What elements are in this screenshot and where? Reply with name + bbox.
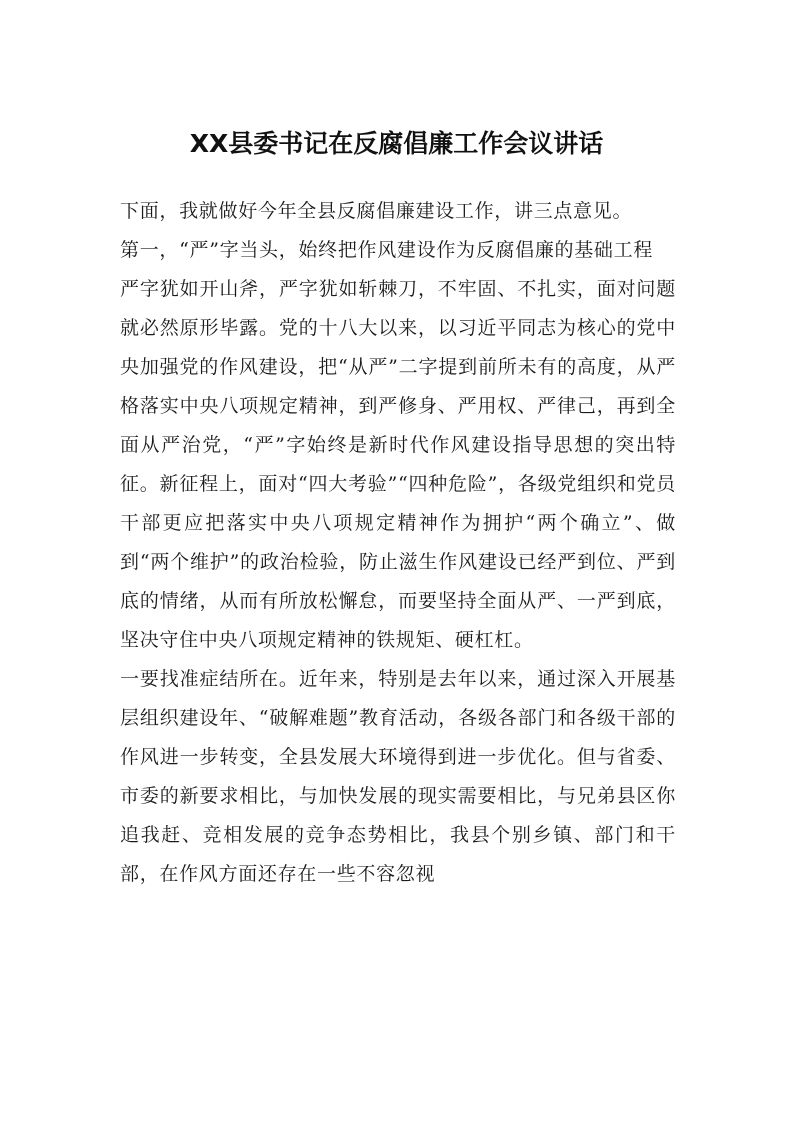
paragraph-intro: 下面，我就做好今年全县反腐倡廉建设工作，讲三点意见。 <box>120 200 633 222</box>
document-body <box>120 192 676 894</box>
paragraph-find-problems: 一要找准症结所在。近年来，特别是去年以来，通过深入开展基层组织建设年、“破解难题”教育活动，各级各部门和各级干部的作风进一步转变，全县发展大环境得到进一步优化。但与省委、市委的新要求相比，与加快发展的现实需要相比，与兄弟县区你追我赶、竞相发展的竞争态势相比，我县个别乡镇、部门和干部，在作风方面还存在一些不容忽视 <box>120 668 676 885</box>
paragraph-strictness: 严字犹如开山斧，严字犹如斩棘刀，不牢固、不扎实，面对问题就必然原形毕露。党的十八大以来，以习近平同志为核心的党中央加强党的作风建设，把“从严”二字提到前所未有的高度，从严格落实中央八项规定精神，到严修身、严用权、严律己，再到全面从严治党，“严”字始终是新时代作风建设指导思想的突出特征。新征程上，面对“四大考验”“四种危险”，各级党组织和党员干部更应把落实中央八项规定精神作为拥护“两个确立”、做到“两个维护”的政治检验，防止滋生作风建设已经严到位、严到底的情绪，从而有所放松懈怠，而要坚持全面从严、一严到底，坚决守住中央八项规定精神的铁规矩、硬杠杠。 <box>120 278 676 651</box>
document-title: XX县委书记在反腐倡廉工作会议讲话 <box>189 129 604 158</box>
section-heading-1: 第一，“严”字当头，始终把作风建设作为反腐倡廉的基础工程 <box>120 239 654 261</box>
